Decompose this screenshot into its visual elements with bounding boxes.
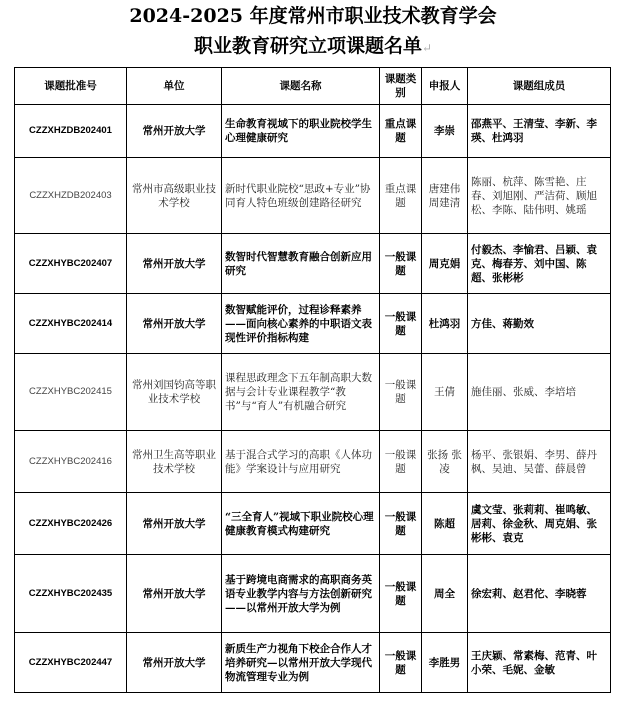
unit-cell: 常州开放大学: [127, 493, 222, 555]
unit-cell: 常州开放大学: [127, 105, 222, 158]
page-title-line2: 职业教育研究立项课题名单↵: [193, 35, 433, 57]
members-cell: 施佳丽、张威、李培培: [468, 354, 611, 431]
applicant-cell: 周克娟: [422, 234, 468, 294]
type-cell: 一般课题: [380, 555, 422, 633]
project-code-cell: CZZXHYBC202414: [15, 294, 127, 354]
applicant-cell: 唐建伟 周建清: [422, 158, 468, 234]
unit-cell: 常州开放大学: [127, 294, 222, 354]
project-code-cell: CZZXHYBC202447: [15, 633, 127, 693]
header-applicant: 申报人: [422, 68, 468, 105]
members-cell: 王庆颖、常素梅、范青、叶小荣、毛妮、金敏: [468, 633, 611, 693]
topic-cell: “三全育人”视域下职业院校心理健康教育模式构建研究: [222, 493, 380, 555]
table-row: [15, 633, 611, 693]
type-cell: 一般课题: [380, 431, 422, 493]
table-row: [15, 234, 611, 294]
applicant-cell: 李胜男: [422, 633, 468, 693]
table-row: [15, 431, 611, 493]
table-row: [15, 354, 611, 431]
project-code-cell: CZZXHZDB202401: [15, 105, 127, 158]
page-title-line1: 2024-2025 年度常州市职业技术教育学会: [129, 5, 497, 27]
applicant-cell: 杜鸿羽: [422, 294, 468, 354]
type-cell: 重点课题: [380, 105, 422, 158]
project-table: [14, 67, 611, 693]
members-cell: 虞文莹、张莉莉、崔鸣敏、居莉、徐金秋、周克娟、张彬彬、袁克: [468, 493, 611, 555]
project-code-cell: CZZXHYBC202415: [15, 354, 127, 431]
applicant-cell: 王倩: [422, 354, 468, 431]
header-unit: 单位: [127, 68, 222, 105]
project-code-cell: CZZXHZDB202403: [15, 158, 127, 234]
paragraph-mark-icon: ↵: [421, 41, 433, 55]
type-cell: 一般课题: [380, 294, 422, 354]
project-code-cell: CZZXHYBC202426: [15, 493, 127, 555]
topic-cell: 基于混合式学习的高职《人体功能》学案设计与应用研究: [222, 431, 380, 493]
type-cell: 一般课题: [380, 633, 422, 693]
applicant-cell: 张扬 张凌: [422, 431, 468, 493]
unit-cell: 常州开放大学: [127, 555, 222, 633]
topic-cell: 数智赋能评价，过程诊释素养——面向核心素养的中职语文表现性评价指标构建: [222, 294, 380, 354]
project-code-cell: CZZXHYBC202416: [15, 431, 127, 493]
applicant-cell: 陈超: [422, 493, 468, 555]
table-row: [15, 294, 611, 354]
members-cell: 杨平、张银娟、李男、薛丹枫、吴迪、吴蕾、薛晨曾: [468, 431, 611, 493]
header-members: 课题组成员: [468, 68, 611, 105]
type-cell: 一般课题: [380, 354, 422, 431]
header-topic: 课题名称: [222, 68, 380, 105]
topic-cell: 新时代职业院校“思政+专业”协同育人特色班级创建路径研究: [222, 158, 380, 234]
members-cell: 邵燕平、王清莹、李新、李瑛、杜鸿羽: [468, 105, 611, 158]
type-cell: 重点课题: [380, 158, 422, 234]
members-cell: 方佳、蒋勤效: [468, 294, 611, 354]
topic-cell: 课程思政理念下五年制高职大数据与会计专业课程教学“教书”与“育人”有机融合研究: [222, 354, 380, 431]
table-row: [15, 158, 611, 234]
topic-cell: 基于跨境电商需求的高职商务英语专业教学内容与方法创新研究——以常州开放大学为例: [222, 555, 380, 633]
type-cell: 一般课题: [380, 493, 422, 555]
topic-cell: 生命教育视域下的职业院校学生心理健康研究: [222, 105, 380, 158]
project-code-cell: CZZXHYBC202435: [15, 555, 127, 633]
topic-cell: 新质生产力视角下校企合作人才培养研究—以常州开放大学现代物流管理专业为例: [222, 633, 380, 693]
table-row: [15, 555, 611, 633]
members-cell: 付毅杰、李愉君、吕颖、袁克、梅春芳、刘中国、陈超、张彬彬: [468, 234, 611, 294]
unit-cell: 常州卫生高等职业技术学校: [127, 431, 222, 493]
unit-cell: 常州市高级职业技术学校: [127, 158, 222, 234]
header-type: 课题类别: [380, 68, 422, 105]
applicant-cell: 李崇: [422, 105, 468, 158]
table-row: [15, 493, 611, 555]
topic-cell: 数智时代智慧教育融合创新应用研究: [222, 234, 380, 294]
table-header-row: [15, 68, 611, 105]
members-cell: 陈丽、杭萍、陈雪艳、庄春、刘旭刚、严洁荷、顾旭松、李陈、陆伟明、姚瑶: [468, 158, 611, 234]
applicant-cell: 周全: [422, 555, 468, 633]
unit-cell: 常州开放大学: [127, 633, 222, 693]
header-code: 课题批准号: [15, 68, 127, 105]
type-cell: 一般课题: [380, 234, 422, 294]
project-code-cell: CZZXHYBC202407: [15, 234, 127, 294]
table-row: [15, 105, 611, 158]
members-cell: 徐宏莉、赵君佗、李晓蓉: [468, 555, 611, 633]
unit-cell: 常州开放大学: [127, 234, 222, 294]
unit-cell: 常州刘国钧高等职业技术学校: [127, 354, 222, 431]
